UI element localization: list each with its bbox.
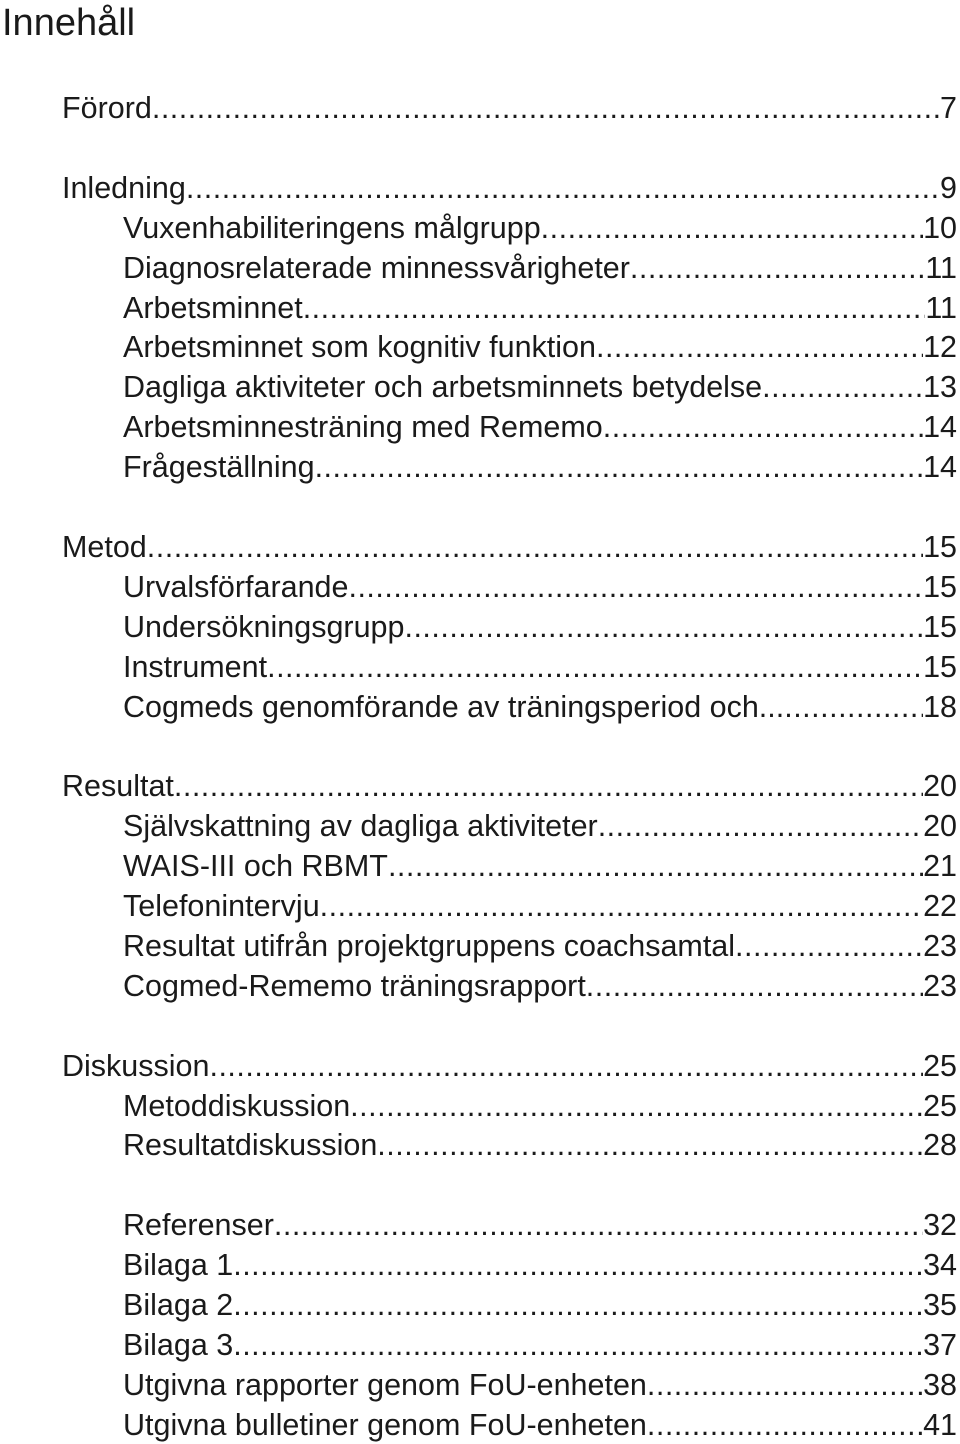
toc-entry-label: Utgivna rapporter genom FoU-enheten xyxy=(123,1367,647,1402)
toc-entry[interactable] xyxy=(123,1366,957,1404)
toc-entry-label: Urvalsförfarande xyxy=(123,569,349,604)
toc-entry-label: Bilaga 3 xyxy=(123,1327,234,1362)
toc-dot-leader xyxy=(303,289,926,327)
toc-entry[interactable] xyxy=(123,289,957,327)
toc-entry-label: Frågeställning xyxy=(123,450,315,485)
toc-dot-leader xyxy=(186,169,940,207)
page-title: Innehåll xyxy=(2,2,136,44)
toc-dot-leader xyxy=(174,767,923,805)
toc-page-number: 18 xyxy=(923,689,957,724)
toc-entry-label: Telefonintervju xyxy=(123,889,320,923)
toc-entry-label: Diagnosrelaterade minnessvårigheter xyxy=(123,250,630,285)
toc-dot-leader xyxy=(596,328,923,366)
toc-page-number: 38 xyxy=(923,1367,957,1402)
toc-entry[interactable] xyxy=(123,408,957,446)
toc-dot-leader xyxy=(630,249,925,287)
toc-entry-label: Undersökningsgrupp xyxy=(123,609,405,644)
toc-entry[interactable] xyxy=(123,1246,957,1284)
toc-entry-label: Metod xyxy=(62,529,147,564)
toc-page-number: 15 xyxy=(923,649,957,684)
toc-dot-leader xyxy=(598,807,923,845)
toc-entry-label: Bilaga 1 xyxy=(123,1248,234,1283)
toc-entry[interactable] xyxy=(62,89,957,127)
toc-entry[interactable] xyxy=(123,688,957,726)
toc-dot-leader xyxy=(147,528,923,566)
toc-page-number: 35 xyxy=(923,1288,957,1322)
toc-entry[interactable] xyxy=(62,767,957,805)
toc-page-number: 25 xyxy=(923,1048,957,1083)
toc-entry-label: Vuxenhabiliteringens målgrupp xyxy=(123,210,541,245)
toc-page-number: 25 xyxy=(923,1088,957,1123)
toc-dot-leader xyxy=(586,967,923,1005)
toc-dot-leader xyxy=(209,1047,923,1085)
toc-entry-label: Diskussion xyxy=(62,1048,210,1083)
toc-page-number: 11 xyxy=(925,290,957,325)
toc-entry[interactable] xyxy=(123,568,957,606)
toc-entry[interactable] xyxy=(123,448,957,486)
toc-dot-leader xyxy=(603,408,923,446)
toc-entry-label: Cogmeds genomförande av träningsperiod och... xyxy=(123,689,785,724)
toc-page-number: 32 xyxy=(923,1208,957,1243)
toc-dot-leader xyxy=(350,1087,923,1125)
toc-page-number: 13 xyxy=(923,370,957,405)
toc-entry-label: Inledning xyxy=(62,170,186,205)
toc-entry[interactable] xyxy=(123,967,957,1005)
toc-entry-label: Arbetsminnesträning med Rememo xyxy=(123,410,603,445)
toc-dot-leader xyxy=(233,1286,923,1324)
toc-entry[interactable] xyxy=(123,927,957,965)
toc-dot-leader xyxy=(348,568,923,606)
toc-entry[interactable] xyxy=(123,887,957,925)
toc-dot-leader xyxy=(320,887,923,925)
toc-dot-leader xyxy=(233,1326,923,1364)
toc-dot-leader xyxy=(784,688,923,726)
toc-page-number: 15 xyxy=(923,609,957,644)
toc-entry-label: Instrument xyxy=(123,649,268,684)
toc-entry[interactable] xyxy=(123,209,957,247)
toc-page-number: 15 xyxy=(923,529,957,564)
toc-entry-label: Referenser xyxy=(123,1208,274,1243)
toc-entry[interactable] xyxy=(123,847,957,885)
toc-dot-leader xyxy=(233,1246,923,1284)
toc-page-number: 41 xyxy=(923,1407,957,1442)
toc-page-number: 23 xyxy=(923,968,957,1003)
toc-entry-label: Förord xyxy=(62,91,152,125)
toc-entry[interactable] xyxy=(123,328,957,366)
toc-page-number: 7 xyxy=(940,91,957,125)
toc-entry-label: Metoddiskussion xyxy=(123,1088,351,1123)
toc-entry[interactable] xyxy=(123,249,957,287)
toc-page-number: 20 xyxy=(923,809,957,844)
toc-dot-leader xyxy=(267,648,923,686)
toc-entry[interactable] xyxy=(123,368,957,406)
toc-dot-leader xyxy=(647,1406,923,1444)
toc-dot-leader xyxy=(388,847,923,885)
toc-page-number: 37 xyxy=(923,1327,957,1362)
toc-page-number: 21 xyxy=(923,849,957,884)
toc-entry-label: Cogmed-Rememo träningsrapport xyxy=(123,968,586,1003)
toc-entry-label: Utgivna bulletiner genom FoU-enheten xyxy=(123,1407,647,1442)
toc-entry[interactable] xyxy=(123,1286,957,1324)
toc-entry-label: Bilaga 2 xyxy=(123,1288,234,1322)
toc-entry[interactable] xyxy=(123,1206,957,1244)
toc-page-number: 11 xyxy=(925,250,957,285)
toc-page-number: 14 xyxy=(923,410,957,445)
toc-entry-label: Dagliga aktiviteter och arbetsminnets betydelse xyxy=(123,370,763,405)
toc-entry[interactable] xyxy=(123,1406,957,1444)
toc-entry-label: Arbetsminnet xyxy=(123,290,303,325)
toc-dot-leader xyxy=(315,448,923,486)
toc-page-number: 15 xyxy=(923,569,957,604)
toc-entry-label: Resultat utifrån projektgruppens coachsamtal xyxy=(123,928,736,963)
toc-dot-leader xyxy=(404,608,923,646)
toc-entry[interactable] xyxy=(123,807,957,845)
toc-page-number: 34 xyxy=(923,1248,957,1283)
toc-page-number: 28 xyxy=(923,1128,957,1163)
toc-page-number: 23 xyxy=(923,928,957,963)
toc-dot-leader xyxy=(762,368,923,406)
toc-page-number: 12 xyxy=(923,330,957,365)
toc-page-number: 9 xyxy=(940,170,957,205)
toc-page-number: 14 xyxy=(923,450,957,485)
toc-dot-leader xyxy=(152,89,940,127)
toc-page-number: 20 xyxy=(923,769,957,804)
toc-dot-leader xyxy=(274,1206,923,1244)
toc-entry[interactable] xyxy=(123,1087,957,1125)
toc-entry[interactable] xyxy=(123,1126,957,1164)
toc-entry[interactable] xyxy=(62,169,957,207)
toc-dot-leader xyxy=(377,1126,923,1164)
toc-dot-leader xyxy=(647,1366,923,1404)
toc-dot-leader xyxy=(735,927,923,965)
toc-dot-leader xyxy=(541,209,923,247)
toc-entry-label: WAIS-III och RBMT xyxy=(123,849,388,884)
toc-entry[interactable] xyxy=(123,608,957,646)
toc-entry[interactable] xyxy=(62,528,957,566)
toc-entry-label: Resultatdiskussion xyxy=(123,1128,378,1163)
toc-page-number: 22 xyxy=(923,889,957,923)
toc-entry[interactable] xyxy=(62,1047,957,1085)
toc-entry[interactable] xyxy=(123,1326,957,1364)
toc-entry-label: Resultat xyxy=(62,769,174,804)
toc-entry-label: Självskattning av dagliga aktiviteter xyxy=(123,809,598,844)
toc-page-number: 10 xyxy=(923,210,957,245)
toc-entry[interactable] xyxy=(123,648,957,686)
toc-entry-label: Arbetsminnet som kognitiv funktion xyxy=(123,330,596,365)
